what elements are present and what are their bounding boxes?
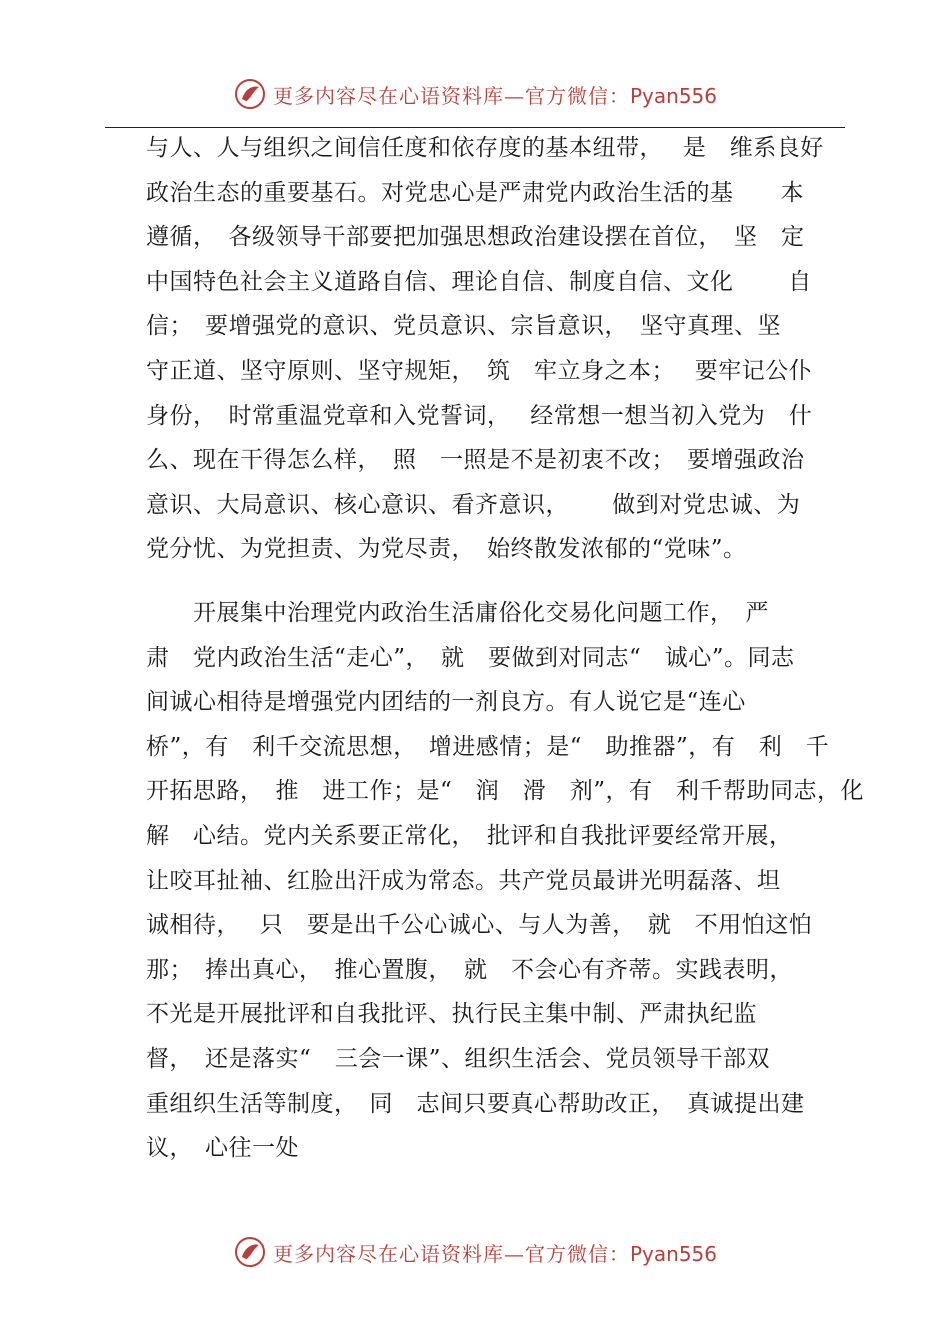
text-line: 开拓思路， 推 进工作；是“ 润 滑 剂”，有 利千帮助同志，化 — [146, 778, 865, 805]
paragraph-1 — [146, 126, 826, 572]
footer-text — [273, 1238, 717, 1267]
text-line: 那； 捧出真心， 推心置腹， 就 不会心有齐蒂。实践表明， — [146, 956, 793, 983]
text-line: 议， 心往一处 — [146, 1135, 299, 1162]
text-line: 督， 还是落实“ 三会一课”、组织生活会、党员领导干部双 — [146, 1045, 771, 1072]
text-line: 开展集中治理党内政治生活庸俗化交易化问题工作， 严 — [146, 600, 769, 626]
header-banner — [0, 74, 950, 114]
header-text — [273, 80, 717, 109]
paragraph-2 — [146, 591, 865, 1171]
text-line: 与人、人与组织之间信任度和依存度的基本纽带， 是 维系良好 — [146, 135, 824, 161]
text-line: 不光是开展批评和自我批评、执行民主集中制、严肃执纪监 — [146, 1001, 757, 1028]
text-line: 身份， 时常重温党章和入党誓词， 经常想一想当初入党为 什 — [146, 402, 813, 429]
header-text-cn: 更多内容尽在心语资料库—官方微信： — [272, 83, 630, 108]
text-line: 信； 要增强党的意识、党员意识、宗旨意识， 坚守真理、坚 — [146, 313, 781, 340]
text-line: 中国特色社会主义道路自信、理论自信、制度自信、文化 自 — [146, 268, 812, 295]
logo-icon — [233, 1235, 267, 1269]
text-line: 间诚心相待是增强党内团结的一剂良方。有人说它是“连心 — [146, 689, 746, 716]
footer-text-cn: 更多内容尽在心语资料库—官方微信： — [272, 1241, 630, 1266]
text-line: 重组织生活等制度， 同 志间只要真心帮助改正， 真诚提出建 — [146, 1090, 805, 1117]
logo-icon — [233, 77, 267, 111]
text-line: 遵循， 各级领导干部要把加强思想政治建设摆在首位， 坚 定 — [146, 224, 805, 251]
text-line: 桥”，有 利千交流思想， 增进感情；是“ 助推器”，有 利 千 — [146, 733, 830, 760]
header-wechat-id: Pyan556 — [629, 83, 717, 108]
text-line: 解 心结。党内关系要正常化， 批评和自我批评要经常开展， — [146, 822, 793, 849]
text-line: 么、现在干得怎么样， 照 一照是不是初衷不改； 要增强政治 — [146, 447, 805, 474]
text-line: 意识、大局意识、核心意识、看齐意识， 做到对党忠诚、为 — [146, 491, 801, 518]
text-line: 党分忧、为党担责、为党尽责， 始终散发浓郁的“党味”。 — [146, 536, 747, 563]
text-line: 政治生态的重要基石。对党忠心是严肃党内政治生活的基 本 — [146, 179, 804, 206]
text-line: 让咬耳扯袖、红脸出汗成为常态。共产党员最讲光明磊落、坦 — [146, 867, 781, 894]
text-line: 肃 党内政治生活“走心”， 就 要做到对同志“ 诚心”。同志 — [146, 644, 795, 671]
footer-wechat-id: Pyan556 — [629, 1241, 717, 1266]
text-line: 守正道、坚守原则、坚守规矩， 筑 牢立身之本； 要牢记公仆 — [146, 357, 813, 384]
text-line: 诚相待， 只 要是出千公心诚心、与人为善， 就 不用怕这怕 — [146, 912, 813, 939]
footer-banner — [0, 1232, 950, 1272]
